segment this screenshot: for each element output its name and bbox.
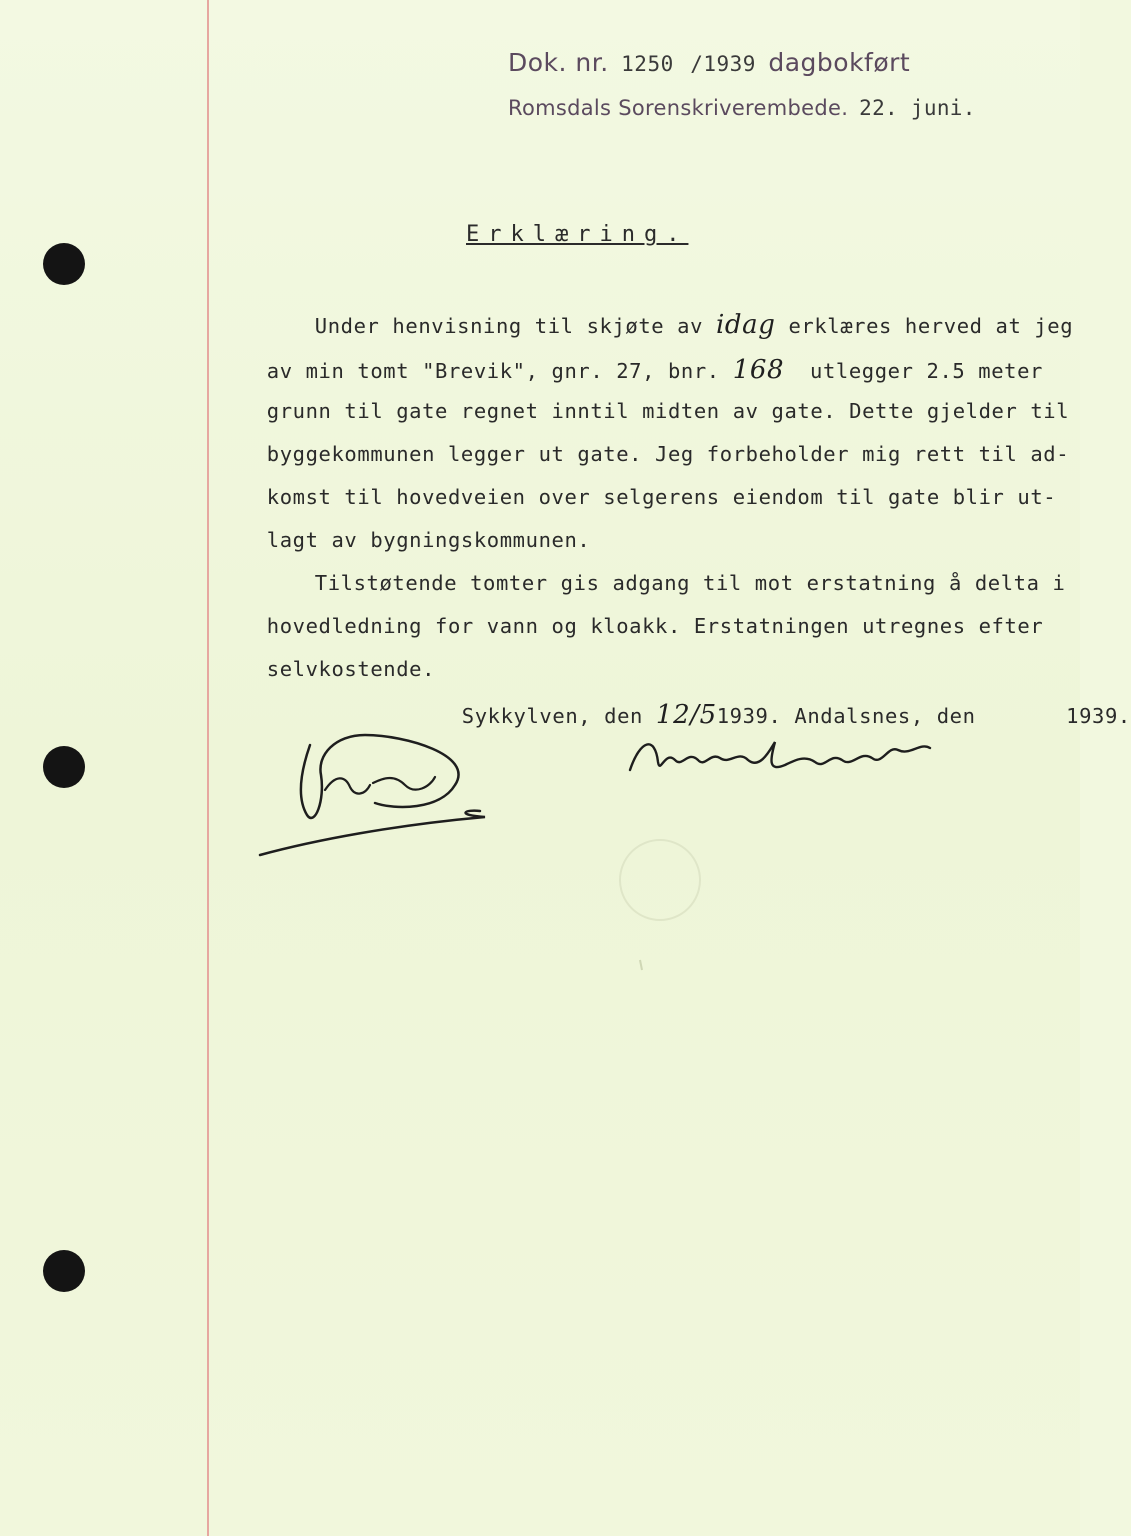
body-text: utlegger 2.5 meter	[784, 359, 1043, 383]
body-text: av min tomt "Brevik", gnr. 27, bnr.	[266, 359, 733, 383]
stamp-doc-suffix: dagbokført	[768, 48, 911, 77]
document-heading: Erklæring.	[466, 222, 689, 247]
stamp-doc-year: /1939	[690, 52, 756, 76]
body-text: lagt av bygningskommunen.	[266, 528, 591, 552]
punch-hole	[43, 1250, 85, 1292]
date-year-text: 1939. Andalsnes, den 1939.	[716, 704, 1131, 728]
stamp-date: 22. juni.	[859, 96, 976, 120]
body-text: grunn til gate regnet inntil midten av gate. Dette gjelder til	[266, 399, 1070, 423]
signature-left-image	[255, 715, 495, 865]
body-text: komst til hovedveien over selgerens eiendom til gate blir ut-	[266, 485, 1057, 509]
handwritten-text: 168	[732, 355, 785, 385]
signature-right-image	[620, 720, 940, 790]
punch-hole	[43, 243, 85, 285]
body-text: byggekommunen legger ut gate. Jeg forbeholder mig rett til ad-	[266, 442, 1070, 466]
stamp-line-1	[508, 48, 910, 77]
stamp-line-2	[508, 96, 976, 120]
stamp-doc-prefix: Dok. nr.	[508, 48, 609, 77]
handwritten-text: idag	[715, 310, 776, 340]
red-margin-line	[207, 0, 209, 1536]
body-text: hovedledning for vann og kloakk. Erstatningen utregnes efter	[266, 614, 1044, 638]
punch-hole	[43, 746, 85, 788]
handwritten-date: 12/5	[655, 700, 717, 730]
stamp-office: Romsdals Sorenskriverembede.	[508, 96, 849, 120]
body-text: erklæres herved at jeg	[775, 314, 1074, 338]
date-place-text: Sykkylven, den	[461, 704, 656, 728]
body-text: Tilstøtende tomter gis adgang til mot erstatning å delta i	[314, 571, 1066, 595]
body-text: selvkostende.	[266, 657, 436, 681]
faint-stamp-mark	[600, 820, 720, 980]
body-text: Under henvisning til skjøte av	[314, 314, 716, 338]
stamp-doc-number: 1250	[621, 52, 674, 76]
